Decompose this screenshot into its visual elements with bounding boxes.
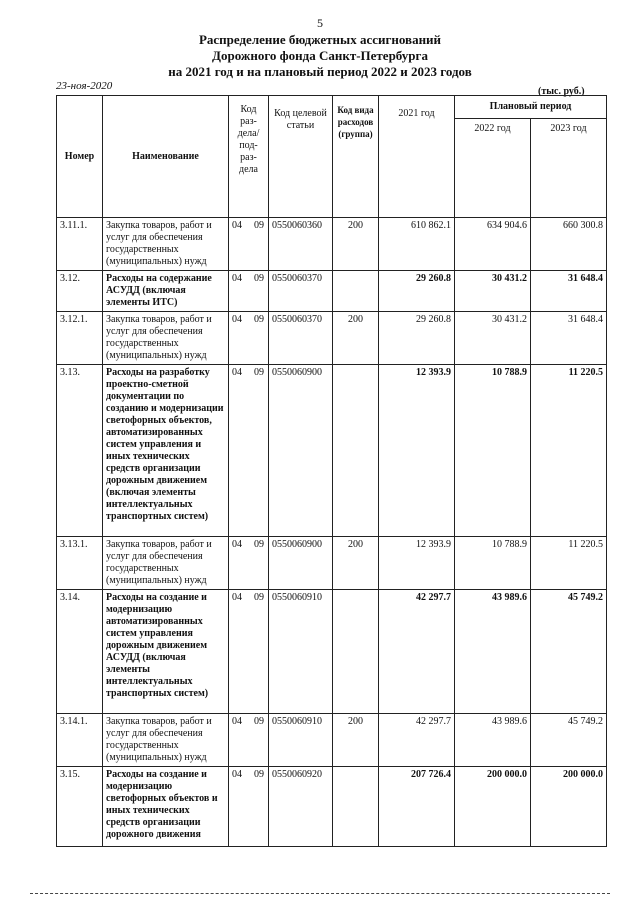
table-row bbox=[57, 590, 607, 714]
row-target-code: 0550060910 bbox=[269, 590, 333, 714]
row-expense-code bbox=[333, 767, 379, 847]
row-number: 3.11.1. bbox=[57, 218, 103, 271]
row-name: Расходы на содержание АСУДД (включая элементы ИТС) bbox=[103, 271, 229, 312]
row-section-code bbox=[229, 537, 269, 590]
row-section-code bbox=[229, 590, 269, 714]
budget-table bbox=[56, 95, 607, 847]
row-amount-2023: 31 648.4 bbox=[531, 312, 607, 365]
row-number: 3.14.1. bbox=[57, 714, 103, 767]
table-row bbox=[57, 767, 607, 847]
row-name: Закупка товаров, работ и услуг для обеспечения государственных (муниципальных) нужд bbox=[103, 537, 229, 590]
table-row bbox=[57, 714, 607, 767]
row-amount-2023: 11 220.5 bbox=[531, 537, 607, 590]
row-amount-2022: 10 788.9 bbox=[455, 365, 531, 537]
row-amount-2021: 207 726.4 bbox=[379, 767, 455, 847]
row-amount-2021: 42 297.7 bbox=[379, 590, 455, 714]
row-number: 3.12. bbox=[57, 271, 103, 312]
row-target-code: 0550060370 bbox=[269, 312, 333, 365]
row-number: 3.12.1. bbox=[57, 312, 103, 365]
row-name: Расходы на создание и модернизацию светофорных объектов и иных технических средств организации дорожного движения bbox=[103, 767, 229, 847]
row-name: Расходы на создание и модернизацию автоматизированных систем управления дорожным движением АСУДД (включая элементы интеллектуальных транспортных систем) bbox=[103, 590, 229, 714]
section-code: 04 bbox=[232, 367, 242, 378]
row-number: 3.13.1. bbox=[57, 537, 103, 590]
section-code: 04 bbox=[232, 592, 242, 603]
table-row bbox=[57, 365, 607, 537]
row-amount-2022: 43 989.6 bbox=[455, 714, 531, 767]
table-row bbox=[57, 312, 607, 365]
title-line-1: Распределение бюджетных ассигнований bbox=[198, 32, 442, 47]
row-amount-2023: 45 749.2 bbox=[531, 714, 607, 767]
subsection-code: 09 bbox=[254, 769, 264, 780]
section-code: 04 bbox=[232, 314, 242, 325]
row-amount-2021: 29 260.8 bbox=[379, 271, 455, 312]
title-line-2: Дорожного фонда Санкт-Петербурга bbox=[212, 48, 428, 63]
row-target-code: 0550060360 bbox=[269, 218, 333, 271]
row-section-code bbox=[229, 312, 269, 365]
subsection-code: 09 bbox=[254, 367, 264, 378]
row-amount-2023: 31 648.4 bbox=[531, 271, 607, 312]
header-year-2021: 2021 год bbox=[379, 96, 455, 218]
row-amount-2021: 29 260.8 bbox=[379, 312, 455, 365]
row-number: 3.14. bbox=[57, 590, 103, 714]
header-name: Наименование bbox=[103, 96, 229, 218]
row-number: 3.15. bbox=[57, 767, 103, 847]
row-name: Закупка товаров, работ и услуг для обеспечения государственных (муниципальных) нужд bbox=[103, 218, 229, 271]
row-name: Расходы на разработку проектно-сметной документации по созданию и модернизации светофорных объектов, автоматизированных систем управления и иных технических средств организации дорожным движением (включая элементы интеллектуальных транспортных систем) bbox=[103, 365, 229, 537]
row-amount-2022: 634 904.6 bbox=[455, 218, 531, 271]
row-target-code: 0550060920 bbox=[269, 767, 333, 847]
table-header bbox=[57, 96, 607, 218]
row-amount-2022: 10 788.9 bbox=[455, 537, 531, 590]
document-date: 23-ноя-2020 bbox=[56, 80, 113, 92]
table-row bbox=[57, 271, 607, 312]
section-code: 04 bbox=[232, 220, 242, 231]
row-number: 3.13. bbox=[57, 365, 103, 537]
row-section-code bbox=[229, 218, 269, 271]
table-row bbox=[57, 218, 607, 271]
row-name: Закупка товаров, работ и услуг для обеспечения государственных (муниципальных) нужд bbox=[103, 312, 229, 365]
row-expense-code bbox=[333, 271, 379, 312]
document-title bbox=[0, 32, 640, 80]
subsection-code: 09 bbox=[254, 220, 264, 231]
row-amount-2023: 660 300.8 bbox=[531, 218, 607, 271]
section-code: 04 bbox=[232, 769, 242, 780]
row-expense-code: 200 bbox=[333, 312, 379, 365]
row-name: Закупка товаров, работ и услуг для обеспечения государственных (муниципальных) нужд bbox=[103, 714, 229, 767]
row-expense-code bbox=[333, 590, 379, 714]
header-expense-code: Код вида расходов (группа) bbox=[333, 96, 379, 218]
row-target-code: 0550060900 bbox=[269, 537, 333, 590]
row-amount-2022: 30 431.2 bbox=[455, 312, 531, 365]
header-target-code: Код целевой статьи bbox=[269, 96, 333, 218]
row-section-code bbox=[229, 714, 269, 767]
table-body bbox=[57, 218, 607, 847]
row-section-code bbox=[229, 767, 269, 847]
row-target-code: 0550060900 bbox=[269, 365, 333, 537]
subsection-code: 09 bbox=[254, 273, 264, 284]
row-target-code: 0550060910 bbox=[269, 714, 333, 767]
header-year-2023: 2023 год bbox=[531, 118, 607, 217]
row-amount-2023: 45 749.2 bbox=[531, 590, 607, 714]
row-expense-code: 200 bbox=[333, 537, 379, 590]
row-section-code bbox=[229, 365, 269, 537]
subsection-code: 09 bbox=[254, 592, 264, 603]
row-expense-code: 200 bbox=[333, 714, 379, 767]
row-section-code bbox=[229, 271, 269, 312]
row-amount-2022: 30 431.2 bbox=[455, 271, 531, 312]
row-amount-2021: 42 297.7 bbox=[379, 714, 455, 767]
title-line-3: на 2021 год и на плановый период 2022 и 2023 годов bbox=[168, 64, 472, 79]
header-year-2022: 2022 год bbox=[455, 118, 531, 217]
subsection-code: 09 bbox=[254, 539, 264, 550]
header-number: Номер bbox=[57, 96, 103, 218]
units-label: (тыс. руб.) bbox=[538, 86, 585, 97]
row-amount-2023: 200 000.0 bbox=[531, 767, 607, 847]
header-planned-period: Плановый период bbox=[455, 96, 607, 119]
row-amount-2022: 43 989.6 bbox=[455, 590, 531, 714]
page-bottom-divider bbox=[30, 893, 610, 896]
row-target-code: 0550060370 bbox=[269, 271, 333, 312]
section-code: 04 bbox=[232, 539, 242, 550]
row-expense-code: 200 bbox=[333, 218, 379, 271]
page-number: 5 bbox=[317, 16, 323, 30]
row-amount-2021: 610 862.1 bbox=[379, 218, 455, 271]
section-code: 04 bbox=[232, 716, 242, 727]
subsection-code: 09 bbox=[254, 314, 264, 325]
row-amount-2021: 12 393.9 bbox=[379, 365, 455, 537]
row-expense-code bbox=[333, 365, 379, 537]
row-amount-2023: 11 220.5 bbox=[531, 365, 607, 537]
table-row bbox=[57, 537, 607, 590]
section-code: 04 bbox=[232, 273, 242, 284]
subsection-code: 09 bbox=[254, 716, 264, 727]
header-section-code: Код раз-дела/ под-раз-дела bbox=[229, 96, 269, 218]
row-amount-2021: 12 393.9 bbox=[379, 537, 455, 590]
row-amount-2022: 200 000.0 bbox=[455, 767, 531, 847]
